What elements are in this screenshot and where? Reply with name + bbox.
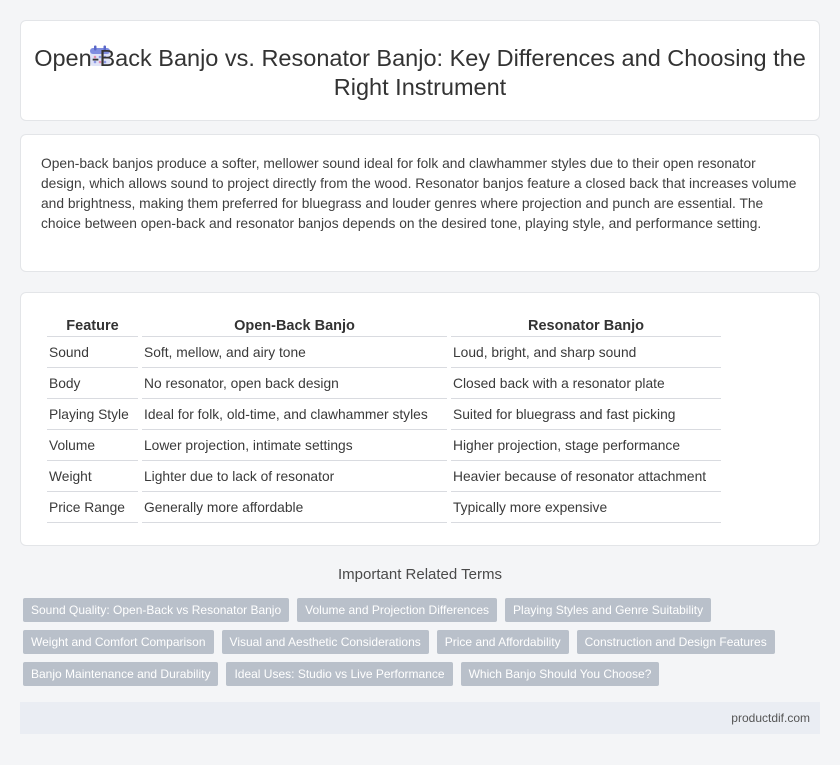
- table-cell: Heavier because of resonator attachment: [451, 461, 721, 492]
- related-tag[interactable]: Weight and Comfort Comparison: [23, 630, 214, 654]
- table-row: [47, 492, 721, 523]
- table-cell: Generally more affordable: [142, 492, 447, 523]
- related-tag[interactable]: Sound Quality: Open-Back vs Resonator Banjo: [23, 598, 289, 622]
- related-tag[interactable]: Volume and Projection Differences: [297, 598, 497, 622]
- related-terms-title: Important Related Terms: [338, 566, 502, 583]
- table-cell: Playing Style: [47, 399, 138, 430]
- related-tag[interactable]: Ideal Uses: Studio vs Live Performance: [226, 662, 452, 686]
- table-cell: Volume: [47, 430, 138, 461]
- comparison-table-card: [20, 292, 820, 546]
- table-cell: Suited for bluegrass and fast picking: [451, 399, 721, 430]
- column-header-feature: Feature: [47, 315, 138, 337]
- table-cell: Weight: [47, 461, 138, 492]
- comparison-table: [43, 315, 725, 523]
- header-card: [20, 20, 820, 121]
- table-cell: Closed back with a resonator plate: [451, 368, 721, 399]
- summary-card: [20, 134, 820, 272]
- related-terms-tags: [23, 598, 803, 694]
- related-tag[interactable]: Construction and Design Features: [577, 630, 775, 654]
- tag-row: [23, 662, 803, 686]
- table-row: [47, 337, 721, 368]
- column-header-open-back: Open-Back Banjo: [142, 315, 447, 337]
- table-cell: Sound: [47, 337, 138, 368]
- related-tag[interactable]: Price and Affordability: [437, 630, 569, 654]
- table-row: [47, 368, 721, 399]
- table-cell: Body: [47, 368, 138, 399]
- footer-site-name[interactable]: productdif.com: [731, 711, 810, 725]
- related-tag[interactable]: Playing Styles and Genre Suitability: [505, 598, 711, 622]
- table-cell: Lower projection, intimate settings: [142, 430, 447, 461]
- column-header-resonator: Resonator Banjo: [451, 315, 721, 337]
- table-cell: Higher projection, stage performance: [451, 430, 721, 461]
- tag-row: [23, 630, 803, 654]
- table-row: [47, 399, 721, 430]
- related-tag[interactable]: Banjo Maintenance and Durability: [23, 662, 218, 686]
- tag-row: [23, 598, 803, 622]
- table-cell: Loud, bright, and sharp sound: [451, 337, 721, 368]
- summary-text: Open-back banjos produce a softer, mellower sound ideal for folk and clawhammer styles due to their open resonator design, which allows sound to project directly from the wood. Resonator banjos feature a closed back that increases volume and brightness, making them preferred for bluegrass and louder genres where projection and punch are essential. The choice between open-back and resonator banjos depends on the desired tone, playing style, and performance setting.: [41, 156, 797, 231]
- table-row: [47, 430, 721, 461]
- related-tag[interactable]: Visual and Aesthetic Considerations: [222, 630, 429, 654]
- table-row: [47, 461, 721, 492]
- table-cell: No resonator, open back design: [142, 368, 447, 399]
- related-tag[interactable]: Which Banjo Should You Choose?: [461, 662, 660, 686]
- table-header-row: [47, 315, 721, 337]
- table-cell: Soft, mellow, and airy tone: [142, 337, 447, 368]
- table-cell: Price Range: [47, 492, 138, 523]
- footer: [20, 702, 820, 734]
- table-cell: Ideal for folk, old-time, and clawhammer styles: [142, 399, 447, 430]
- table-cell: Lighter due to lack of resonator: [142, 461, 447, 492]
- page-title: Open-Back Banjo vs. Resonator Banjo: Key Differences and Choosing the Right Instrument: [34, 45, 806, 100]
- table-cell: Typically more expensive: [451, 492, 721, 523]
